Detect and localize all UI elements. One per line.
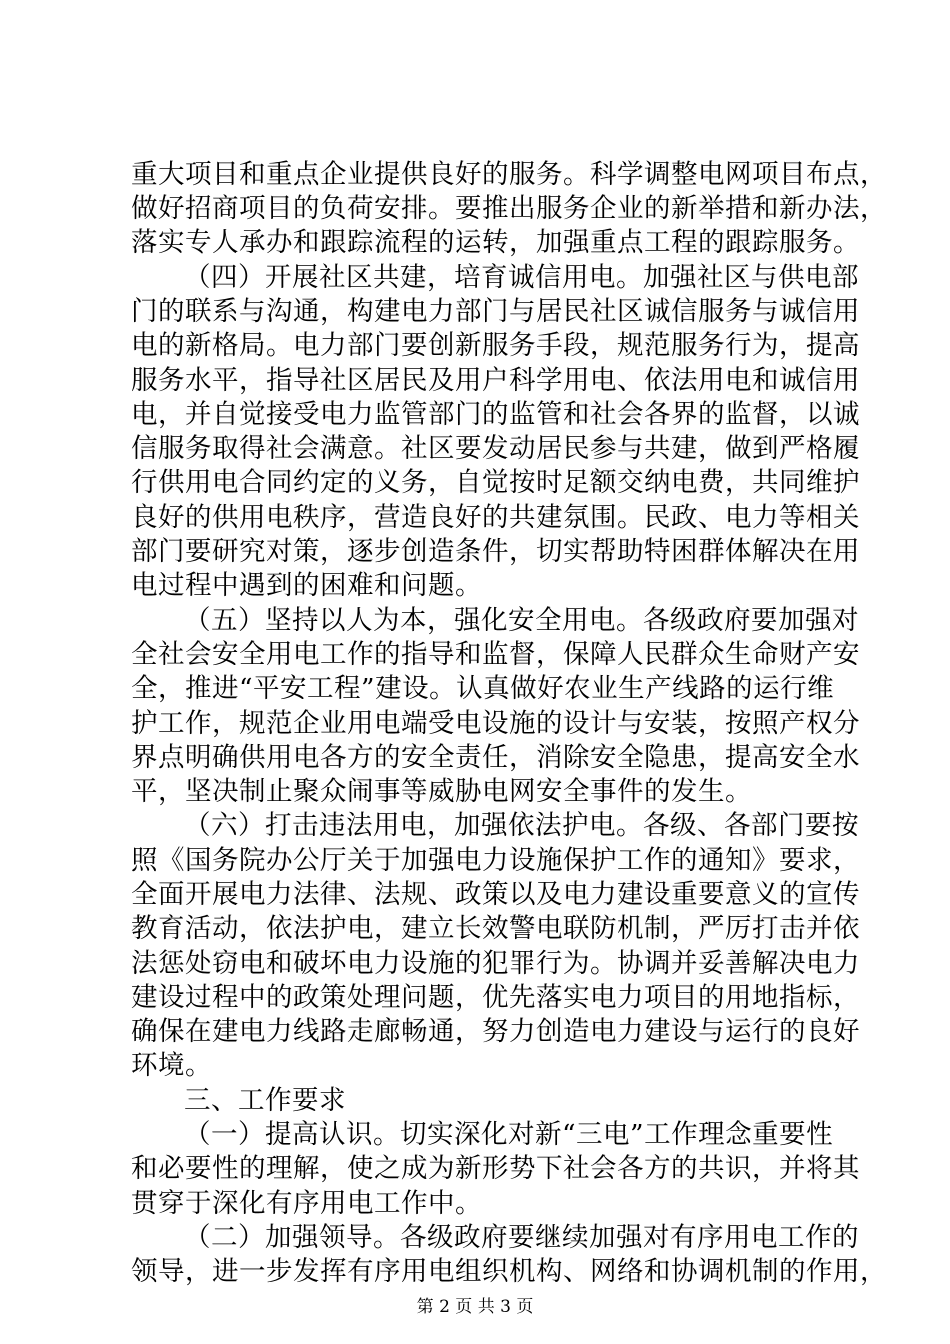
body-text-line: 行供用电合同约定的义务，自觉按时足额交纳电费，共同维护 bbox=[131, 467, 860, 498]
body-text-line: 全面开展电力法律、法规、政策以及电力建设重要意义的宣传 bbox=[131, 879, 860, 910]
paragraph-heading-2: （二）加强领导。各级政府要继续加强对有序用电工作的 bbox=[184, 1222, 859, 1253]
body-text-line: 部门要研究对策，逐步创造条件，切实帮助特困群体解决在用 bbox=[131, 536, 860, 567]
section-heading: 三、工作要求 bbox=[184, 1085, 346, 1116]
body-text-line: 照《国务院办公厅关于加强电力设施保护工作的通知》要求， bbox=[131, 845, 860, 876]
body-text-line: 确保在建电力线路走廊畅通，努力创造电力建设与运行的良好 bbox=[131, 1016, 860, 1047]
body-text-line: 服务水平，指导社区居民及用户科学用电、依法用电和诚信用 bbox=[131, 365, 860, 396]
body-text-line: 重大项目和重点企业提供良好的服务。科学调整电网项目布点， bbox=[131, 159, 887, 190]
body-text-line: 落实专人承办和跟踪流程的运转，加强重点工程的跟踪服务。 bbox=[131, 227, 860, 258]
body-text-line: 良好的供用电秩序，营造良好的共建氛围。民政、电力等相关 bbox=[131, 502, 860, 533]
body-text-line: 护工作，规范企业用电端受电设施的设计与安装，按照产权分 bbox=[131, 708, 860, 739]
body-text-line: 平，坚决制止聚众闹事等威胁电网安全事件的发生。 bbox=[131, 776, 752, 807]
body-text-line: 门的联系与沟通，构建电力部门与居民社区诚信服务与诚信用 bbox=[131, 296, 860, 327]
paragraph-heading-6: （六）打击违法用电，加强依法护电。各级、各部门要按 bbox=[184, 810, 859, 841]
body-text-line: 全，推进“平安工程”建设。认真做好农业生产线路的运行维 bbox=[131, 673, 835, 704]
body-text-line: 环境。 bbox=[131, 1050, 212, 1081]
body-text-line: 电过程中遇到的困难和问题。 bbox=[131, 570, 482, 601]
page-number-footer: 第 2 页 共 3 页 bbox=[416, 1297, 534, 1317]
body-text-line: 贯穿于深化有序用电工作中。 bbox=[131, 1188, 482, 1219]
body-text-line: 信服务取得社会满意。社区要发动居民参与共建，做到严格履 bbox=[131, 433, 860, 464]
body-text-line: 和必要性的理解，使之成为新形势下社会各方的共识，并将其 bbox=[131, 1153, 860, 1184]
body-text-line: 建设过程中的政策处理问题，优先落实电力项目的用地指标， bbox=[131, 982, 860, 1013]
body-text-line: 教育活动，依法护电，建立长效警电联防机制，严厉打击并依 bbox=[131, 913, 860, 944]
body-text-line: 全社会安全用电工作的指导和监督，保障人民群众生命财产安 bbox=[131, 639, 860, 670]
body-text-line: 做好招商项目的负荷安排。要推出服务企业的新举措和新办法， bbox=[131, 193, 887, 224]
body-text-line: 电的新格局。电力部门要创新服务手段，规范服务行为，提高 bbox=[131, 330, 860, 361]
body-text-line: 领导，进一步发挥有序用电组织机构、网络和协调机制的作用， bbox=[131, 1256, 887, 1287]
body-text-line: 电，并自觉接受电力监管部门的监管和社会各界的监督，以诚 bbox=[131, 399, 860, 430]
body-text-line: 法惩处窃电和破坏电力设施的犯罪行为。协调并妥善解决电力 bbox=[131, 948, 860, 979]
paragraph-heading-4: （四）开展社区共建，培育诚信用电。加强社区与供电部 bbox=[184, 262, 859, 293]
body-text-line: 界点明确供用电各方的安全责任，消除安全隐患，提高安全水 bbox=[131, 742, 860, 773]
paragraph-heading-1: （一）提高认识。切实深化对新“三电”工作理念重要性 bbox=[184, 1119, 834, 1150]
paragraph-heading-5: （五）坚持以人为本，强化安全用电。各级政府要加强对 bbox=[184, 605, 859, 636]
